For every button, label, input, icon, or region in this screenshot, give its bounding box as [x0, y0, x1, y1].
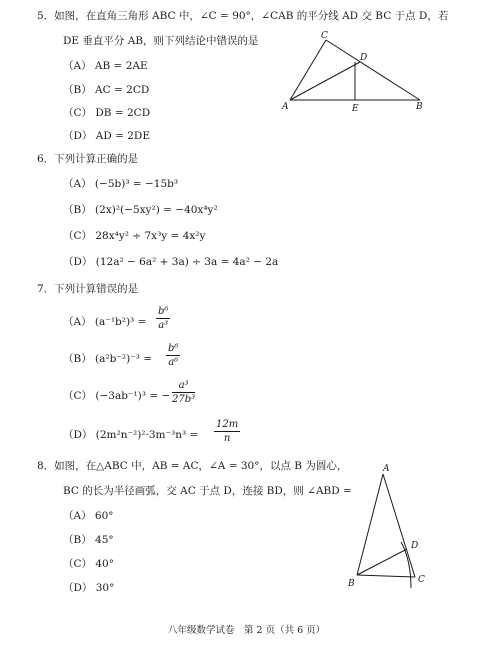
q6-option-d: （D） (12a² − 6a² + 3a) ÷ 3a = 4a² − 2a: [63, 256, 279, 268]
q7-option-d-numerator: 12m: [216, 419, 239, 430]
q5-label-b: B: [416, 102, 423, 112]
q6-stem: 6．下列计算正确的是: [37, 153, 139, 165]
q7-option-a-label: （A） (a⁻¹b²)³ =: [63, 316, 147, 328]
q8-triangle-figure: [345, 460, 440, 595]
q7-option-d-label: （D） (2m²n⁻²)²·3m⁻³n³ =: [63, 429, 199, 441]
q5-stem-line1: 5．如图，在直角三角形 ABC 中，∠C = 90°，∠CAB 的平分线 AD 交 BC 于点 D，若: [37, 10, 449, 22]
q5-label-e: E: [352, 104, 359, 112]
q8-stem-line2: BC 的长为半径画弧，交 AC 于点 D，连接 BD，则 ∠ABD =: [63, 485, 352, 497]
q7-option-a-fraction: [156, 306, 170, 331]
q5-label-a: A: [282, 102, 289, 112]
q8-option-c: （C） 40°: [63, 558, 114, 570]
q7-option-c-label: （C） (−3ab⁻¹)³ = −: [63, 390, 171, 402]
q7-option-b-denominator: a⁶: [168, 357, 179, 368]
q7-option-c-fraction: [172, 380, 195, 405]
q5-option-a: （A） AB = 2AE: [63, 60, 148, 72]
q8-option-a: （A） 60°: [63, 510, 114, 522]
q7-option-a-denominator: a³: [158, 320, 169, 331]
q8-label-d: D: [411, 541, 419, 551]
q6-option-b: （B） (2x)²(−5xy²) = −40x⁴y²: [63, 204, 218, 216]
q8-label-b: B: [348, 579, 355, 589]
q5-option-b: （B） AC = 2CD: [63, 84, 150, 96]
q6-option-a: （A） (−5b)³ = −15b³: [63, 178, 179, 190]
q5-option-c: （C） DB = 2CD: [63, 107, 151, 119]
q5-stem-line2: DE 垂直平分 AB，则下列结论中错误的是: [63, 35, 259, 47]
q7-option-b-label: （B） (a²b⁻²)⁻³ =: [63, 353, 153, 365]
q8-option-b: （B） 45°: [63, 534, 114, 546]
q5-triangle-figure: [280, 28, 440, 112]
page-footer: 八年级数学试卷 第 2 页（共 6 页）: [168, 625, 326, 636]
q7-option-b-numerator: b⁶: [168, 343, 179, 354]
q8-option-d: （D） 30°: [63, 582, 115, 594]
q8-label-a: A: [383, 464, 390, 474]
q5-label-c: C: [321, 31, 328, 41]
q5-label-d: D: [360, 53, 368, 63]
q7-option-c-numerator: a³: [172, 380, 195, 393]
q8-label-c: C: [418, 575, 425, 585]
q7-option-b-fraction: [166, 343, 180, 368]
q6-option-c: （C） 28x⁴y² ÷ 7x³y = 4x²y: [63, 230, 206, 242]
q8-stem-line1: 8．如图，在△ABC 中，AB = AC，∠A = 30°，以点 B 为圆心，: [37, 460, 348, 472]
q5-option-d: （D） AD = 2DE: [63, 130, 150, 142]
q7-option-a-numerator: b⁶: [158, 306, 169, 317]
q7-option-d-fraction: [214, 419, 240, 444]
q7-option-d-denominator: n: [223, 433, 231, 444]
q7-stem: 7．下列计算错误的是: [37, 283, 139, 295]
q7-option-c-denominator: 27b³: [172, 394, 196, 405]
